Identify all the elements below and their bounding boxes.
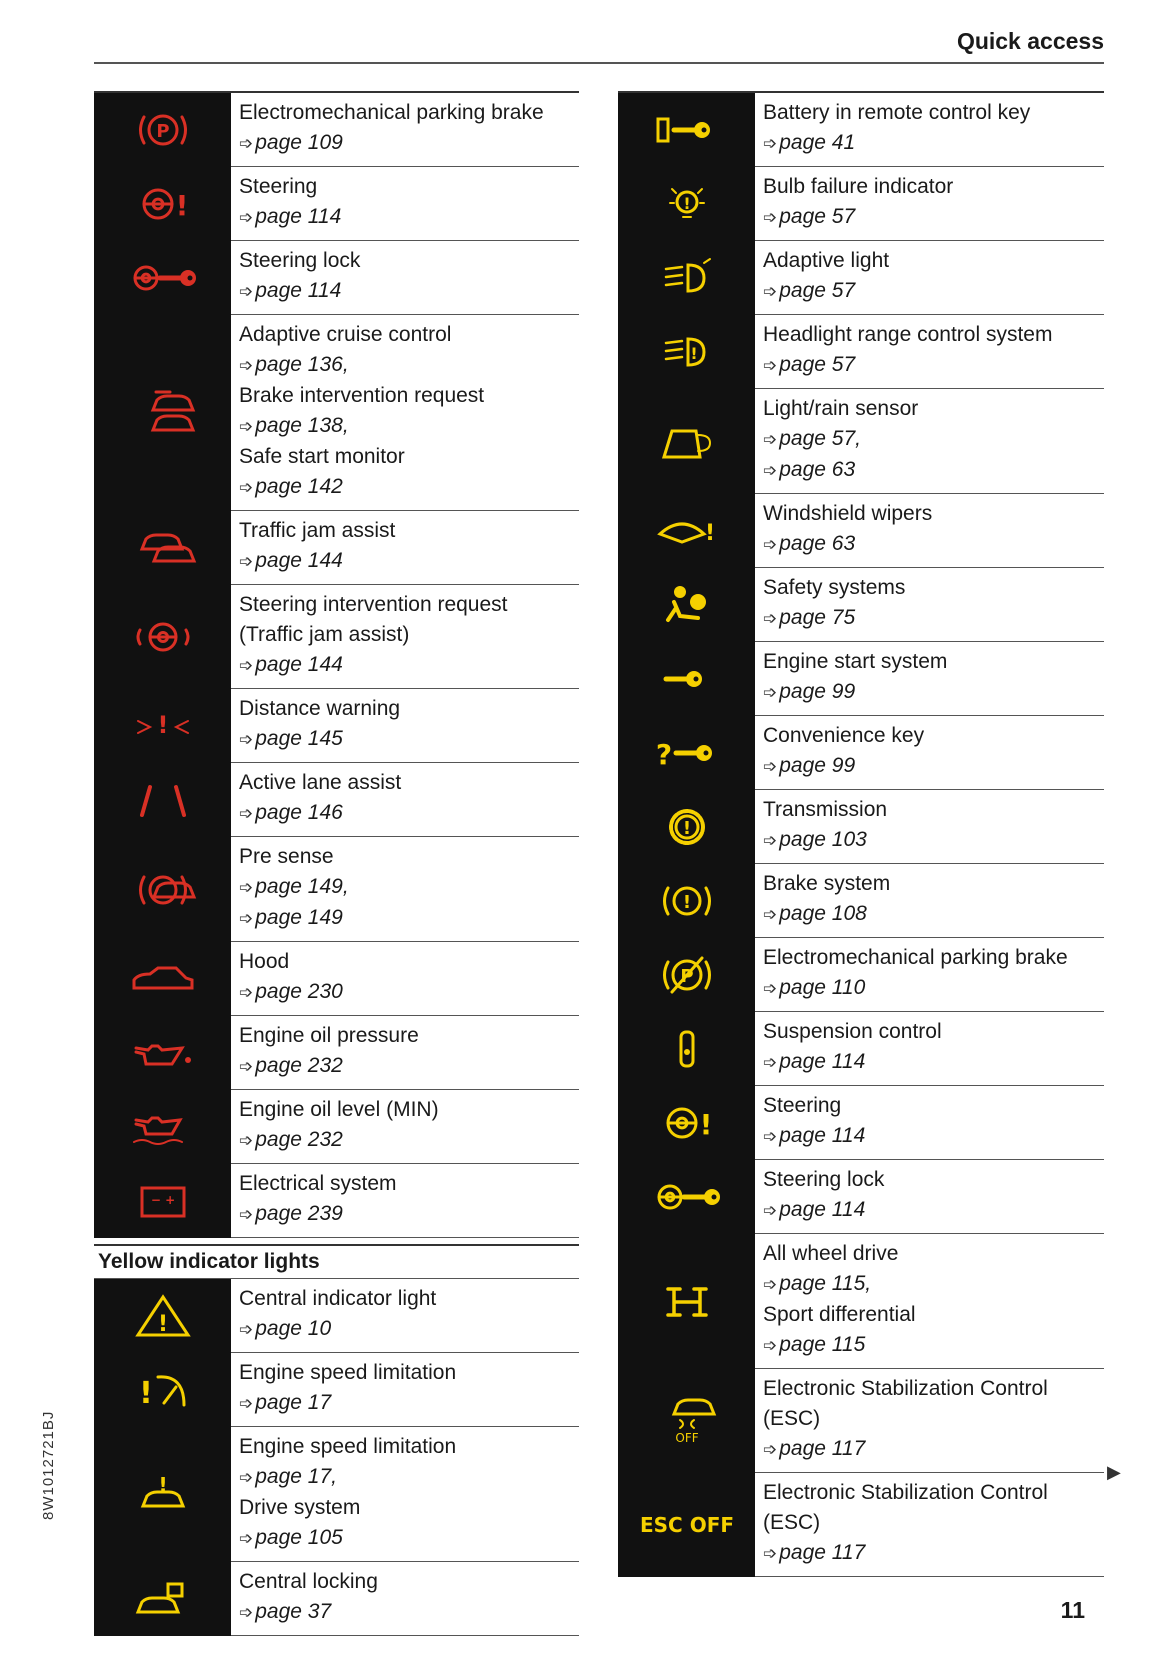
indicator-label: Steering: [763, 1094, 842, 1117]
page-reference-link[interactable]: [239, 202, 579, 233]
page-reference-link[interactable]: [239, 1051, 579, 1082]
arrow-right-icon: ➩: [239, 1131, 254, 1150]
page-reference-text: page 75: [779, 606, 856, 629]
indicator-label: Electronic Stabilization Control: [763, 1377, 1048, 1400]
arrow-right-icon: ➩: [239, 417, 254, 436]
indicator-label: Sport differential: [763, 1303, 916, 1326]
page-reference-text: page 136,: [255, 353, 349, 376]
parking-brake-icon: [94, 93, 231, 167]
svg-text:!: !: [175, 189, 188, 222]
arrow-right-icon: ➩: [763, 1336, 778, 1355]
indicator-label: Headlight range control system: [763, 323, 1053, 346]
yellow-indicator-table: [94, 1279, 579, 1636]
indicator-description: [231, 1016, 579, 1090]
arrow-right-icon: ➩: [763, 461, 778, 480]
indicator-label: Battery in remote control key: [763, 101, 1031, 124]
indicator-label: Central indicator light: [239, 1287, 437, 1310]
page-reference-text: page 105: [255, 1526, 343, 1549]
airbag-icon: [618, 568, 755, 642]
page-reference-link[interactable]: [239, 472, 579, 503]
indicator-label: Brake system: [763, 872, 891, 895]
indicator-row: [618, 864, 1104, 938]
indicator-label: (ESC): [763, 1407, 821, 1430]
arrow-right-icon: ➩: [239, 356, 254, 375]
indicator-description: [231, 1279, 579, 1353]
indicator-row: [618, 716, 1104, 790]
page-reference-text: page 108: [779, 902, 867, 925]
page-reference-link[interactable]: [239, 411, 579, 442]
indicator-description: [755, 494, 1104, 568]
indicator-row: [94, 763, 579, 837]
all-wheel-drive-icon: [618, 1234, 755, 1369]
indicator-row: [94, 1016, 579, 1090]
page-reference-link[interactable]: [763, 1269, 1104, 1300]
page-reference-text: page 37: [255, 1600, 332, 1623]
indicator-label: Central locking: [239, 1570, 378, 1593]
indicator-label: Light/rain sensor: [763, 397, 919, 420]
svg-text:!: !: [157, 1472, 168, 1497]
arrow-right-icon: ➩: [239, 134, 254, 153]
indicator-row: [94, 1427, 579, 1562]
page-reference-link[interactable]: [239, 1199, 579, 1230]
indicator-label: (ESC): [763, 1511, 821, 1534]
indicator-row: [94, 585, 579, 689]
indicator-description: [755, 716, 1104, 790]
page-reference-link[interactable]: [239, 724, 579, 755]
indicator-label: Suspension control: [763, 1020, 942, 1043]
indicator-label: Engine oil pressure: [239, 1024, 419, 1047]
arrow-right-icon: ➩: [239, 282, 254, 301]
esc-off-text-icon: [618, 1473, 755, 1577]
page-reference-link[interactable]: [763, 455, 1104, 486]
indicator-description: [231, 1562, 579, 1636]
indicator-label: Convenience key: [763, 724, 925, 747]
arrow-right-icon: ➩: [239, 909, 254, 928]
indicator-label: Active lane assist: [239, 771, 402, 794]
page-reference-link[interactable]: [763, 603, 1104, 634]
page-reference-text: page 142: [255, 475, 343, 498]
svg-text:?: ?: [655, 738, 672, 771]
page-reference-link[interactable]: [239, 128, 579, 159]
page-reference-link[interactable]: [239, 350, 579, 381]
arrow-right-icon: ➩: [763, 1053, 778, 1072]
arrow-right-icon: ➩: [239, 730, 254, 749]
indicator-description: [231, 585, 579, 689]
steering-warning-icon: [94, 167, 231, 241]
indicator-description: [755, 568, 1104, 642]
arrow-right-icon: ➩: [763, 134, 778, 153]
page-number: 11: [1060, 1597, 1085, 1623]
page-reference-text: page 99: [779, 680, 856, 703]
page-reference-text: page 114: [255, 279, 342, 302]
indicator-row: [618, 1086, 1104, 1160]
page-reference-text: page 144: [255, 653, 343, 676]
steering-lock-icon: [618, 1160, 755, 1234]
indicator-row: [618, 315, 1104, 389]
arrow-right-icon: ➩: [763, 683, 778, 702]
esc-off-car-icon: [618, 1369, 755, 1473]
page-header: [94, 28, 1104, 64]
indicator-label: Traffic jam assist: [239, 519, 396, 542]
page-reference-link[interactable]: [239, 1523, 579, 1554]
indicator-description: [755, 1369, 1104, 1473]
oil-level-icon: [94, 1090, 231, 1164]
hood-icon: [94, 942, 231, 1016]
indicator-label: Adaptive light: [763, 249, 890, 272]
indicator-row: [618, 1473, 1104, 1577]
arrow-right-icon: ➩: [239, 1057, 254, 1076]
page-reference-text: page 117: [779, 1437, 866, 1460]
arrow-right-icon: ➩: [763, 979, 778, 998]
page-reference-link[interactable]: [239, 1314, 579, 1345]
indicator-description: [231, 167, 579, 241]
page-reference-text: page 99: [779, 754, 856, 777]
indicator-row: [94, 511, 579, 585]
indicator-row: [618, 568, 1104, 642]
oil-pressure-icon: [94, 1016, 231, 1090]
indicator-label: Windshield wipers: [763, 502, 933, 525]
page-reference-link[interactable]: [239, 1388, 579, 1419]
arrow-right-icon: ➩: [239, 1603, 254, 1622]
indicator-description: [755, 167, 1104, 241]
page-reference-text: page 57: [779, 353, 856, 376]
indicator-description: [231, 315, 579, 511]
warning-triangle-icon: [94, 1279, 231, 1353]
svg-text:!: !: [682, 818, 691, 839]
indicator-label: Engine oil level (MIN): [239, 1098, 439, 1121]
central-locking-icon: [94, 1562, 231, 1636]
left-column: [94, 91, 579, 1636]
arrow-right-icon: ➩: [763, 430, 778, 449]
indicator-row: [94, 1562, 579, 1636]
page-reference-link[interactable]: [763, 1195, 1104, 1226]
indicator-row: [94, 241, 579, 315]
indicator-label: Drive system: [239, 1496, 361, 1519]
page-reference-text: page 103: [779, 828, 867, 851]
arrow-right-icon: ➩: [239, 1394, 254, 1413]
svg-text:P: P: [679, 966, 694, 987]
page-reference-text: page 145: [255, 727, 343, 750]
page-reference-text: page 232: [255, 1128, 343, 1151]
document-code: 8W1012721BJ: [40, 1410, 57, 1520]
right-column: [618, 91, 1104, 1577]
steering-warning-icon: [618, 1086, 755, 1160]
page-reference-link[interactable]: [239, 276, 579, 307]
indicator-label: Steering intervention request: [239, 593, 508, 616]
indicator-label: All wheel drive: [763, 1242, 899, 1265]
indicator-label: Transmission: [763, 798, 888, 821]
adaptive-cruise-icon: [94, 315, 231, 511]
yellow-section-title: Yellow indicator lights: [94, 1244, 579, 1279]
arrow-right-icon: ➩: [239, 478, 254, 497]
indicator-description: [755, 642, 1104, 716]
red-indicator-table: [94, 91, 579, 1238]
indicator-row: [618, 389, 1104, 494]
arrow-right-icon: ➩: [763, 282, 778, 301]
arrow-right-icon: ➩: [763, 831, 778, 850]
page-reference-text: page 17: [255, 1391, 332, 1414]
page-reference-link[interactable]: [239, 546, 579, 577]
indicator-description: [231, 241, 579, 315]
indicator-label: Electrical system: [239, 1172, 397, 1195]
indicator-row: [94, 837, 579, 942]
lane-assist-icon: [94, 763, 231, 837]
indicator-label: Safe start monitor: [239, 445, 405, 468]
indicator-description: [231, 763, 579, 837]
indicator-label: Engine speed limitation: [239, 1435, 457, 1458]
steering-lock-icon: [94, 241, 231, 315]
wiper-icon: [618, 494, 755, 568]
transmission-icon: [618, 790, 755, 864]
page-reference-text: page 144: [255, 549, 343, 572]
light-rain-sensor-icon: [618, 389, 755, 494]
page-reference-link[interactable]: [763, 350, 1104, 381]
page-reference-text: page 146: [255, 801, 343, 824]
indicator-description: [231, 93, 579, 167]
arrow-right-icon: ➩: [763, 1201, 778, 1220]
indicator-row: [94, 689, 579, 763]
page-reference-text: page 115: [779, 1333, 866, 1356]
arrow-right-icon: ➩: [763, 535, 778, 554]
engine-speed-icon: [94, 1353, 231, 1427]
arrow-right-icon: ➩: [763, 1440, 778, 1459]
page-reference-link[interactable]: [763, 1121, 1104, 1152]
indicator-row: [618, 642, 1104, 716]
indicator-description: [231, 689, 579, 763]
page-reference-link[interactable]: [763, 1330, 1104, 1361]
indicator-description: [231, 1090, 579, 1164]
indicator-row: [618, 167, 1104, 241]
indicator-row: [618, 241, 1104, 315]
page-reference-text: page 114: [255, 205, 342, 228]
page-reference-link[interactable]: [239, 650, 579, 681]
svg-text:P: P: [155, 121, 170, 142]
arrow-right-icon: ➩: [239, 656, 254, 675]
indicator-label: Safety systems: [763, 576, 906, 599]
indicator-row: [94, 93, 579, 167]
arrow-right-icon: ➩: [239, 1468, 254, 1487]
page-reference-text: page 114: [779, 1050, 866, 1073]
svg-text:− +: − +: [150, 1193, 175, 1207]
indicator-description: [755, 1160, 1104, 1234]
svg-text:ESC OFF: ESC OFF: [639, 1513, 734, 1537]
key-battery-icon: [618, 93, 755, 167]
indicator-row: [94, 942, 579, 1016]
indicator-label: Brake intervention request: [239, 384, 485, 407]
arrow-right-icon: ➩: [239, 983, 254, 1002]
svg-text:!: !: [699, 1108, 712, 1141]
indicator-description: [231, 1164, 579, 1238]
svg-text:!: !: [157, 1312, 168, 1337]
steering-intervention-icon: [94, 585, 231, 689]
page-reference-text: page 109: [255, 131, 343, 154]
page-reference-text: page 10: [255, 1317, 332, 1340]
page-reference-link[interactable]: [763, 202, 1104, 233]
indicator-label: Steering lock: [239, 249, 361, 272]
indicator-row: [618, 1160, 1104, 1234]
page-reference-link[interactable]: [763, 276, 1104, 307]
indicator-row: [618, 1369, 1104, 1473]
page-reference-link[interactable]: [239, 1462, 579, 1493]
indicator-row: [618, 93, 1104, 167]
page-reference-link[interactable]: [763, 677, 1104, 708]
svg-text:!: !: [689, 344, 698, 363]
page-reference-link[interactable]: [239, 798, 579, 829]
page-reference-text: page 63: [779, 458, 856, 481]
indicator-description: [231, 511, 579, 585]
arrow-right-icon: ➩: [763, 208, 778, 227]
indicator-label: Electronic Stabilization Control: [763, 1481, 1048, 1504]
indicator-description: [755, 389, 1104, 494]
indicator-label: Steering: [239, 175, 318, 198]
svg-text:!: !: [157, 711, 168, 739]
indicator-row: [618, 1012, 1104, 1086]
indicator-label: Engine speed limitation: [239, 1361, 457, 1384]
page-reference-text: page 115,: [779, 1272, 872, 1295]
arrow-right-icon: ➩: [239, 1320, 254, 1339]
section-title: Quick access: [956, 28, 1104, 54]
arrow-right-icon: ➩: [239, 1529, 254, 1548]
indicator-description: [231, 837, 579, 942]
svg-text:!: !: [138, 1376, 153, 1411]
svg-text:!: !: [704, 521, 715, 546]
indicator-row: [94, 315, 579, 511]
arrow-right-icon: ➩: [763, 757, 778, 776]
indicator-row: [94, 1164, 579, 1238]
arrow-right-icon: ➩: [763, 1127, 778, 1146]
svg-text:!: !: [682, 194, 691, 213]
page-reference-link[interactable]: [239, 872, 579, 903]
indicator-description: [755, 1012, 1104, 1086]
bulb-failure-icon: [618, 167, 755, 241]
traffic-jam-icon: [94, 511, 231, 585]
indicator-row: [94, 1279, 579, 1353]
indicator-label: Electromechanical parking brake: [239, 101, 544, 124]
indicator-label: Engine start system: [763, 650, 948, 673]
page-reference-text: page 149,: [255, 875, 349, 898]
brake-system-icon: [618, 864, 755, 938]
page-reference-link[interactable]: [763, 825, 1104, 856]
page-reference-link[interactable]: [239, 903, 579, 934]
indicator-description: [231, 942, 579, 1016]
page-reference-text: page 232: [255, 1054, 343, 1077]
page-reference-text: page 110: [779, 976, 866, 999]
adaptive-light-icon: [618, 241, 755, 315]
indicator-row: [94, 1353, 579, 1427]
yellow-indicator-table-continued: [618, 91, 1104, 1577]
arrow-right-icon: ➩: [763, 1275, 778, 1294]
parking-brake-fault-icon: [618, 938, 755, 1012]
indicator-label: Adaptive cruise control: [239, 323, 452, 346]
indicator-row: [618, 1234, 1104, 1369]
arrow-right-icon: ➩: [763, 609, 778, 628]
arrow-right-icon: ➩: [239, 208, 254, 227]
page-reference-link[interactable]: [763, 529, 1104, 560]
page-reference-link[interactable]: [763, 424, 1104, 455]
pre-sense-icon: [94, 837, 231, 942]
indicator-description: [755, 93, 1104, 167]
page-reference-text: page 57: [779, 205, 856, 228]
indicator-description: [231, 1353, 579, 1427]
page-reference-text: page 63: [779, 532, 856, 555]
page-reference-text: page 138,: [255, 414, 349, 437]
indicator-label: Distance warning: [239, 697, 401, 720]
page-reference-text: page 230: [255, 980, 343, 1003]
page-reference-text: page 57: [779, 279, 856, 302]
arrow-right-icon: ➩: [239, 804, 254, 823]
svg-text:!: !: [682, 892, 691, 913]
page-reference-link[interactable]: [239, 1125, 579, 1156]
drive-system-icon: [94, 1427, 231, 1562]
indicator-description: [231, 1427, 579, 1562]
battery-icon: [94, 1164, 231, 1238]
indicator-row: [94, 167, 579, 241]
indicator-label: Electromechanical parking brake: [763, 946, 1068, 969]
indicator-row: [618, 938, 1104, 1012]
indicator-description: [755, 1234, 1104, 1369]
indicator-label: (Traffic jam assist): [239, 623, 410, 646]
page-reference-text: page 117: [779, 1541, 866, 1564]
indicator-label: Pre sense: [239, 845, 334, 868]
key-icon: [618, 642, 755, 716]
indicator-description: [755, 315, 1104, 389]
svg-text:OFF: OFF: [674, 1431, 699, 1445]
arrow-right-icon: ➩: [763, 905, 778, 924]
indicator-row: [618, 790, 1104, 864]
page-reference-link[interactable]: [239, 977, 579, 1008]
page-reference-link[interactable]: [763, 973, 1104, 1004]
page-reference-text: page 149: [255, 906, 343, 929]
indicator-label: Steering lock: [763, 1168, 885, 1191]
continue-arrow-icon: ▶: [1107, 1462, 1121, 1482]
indicator-description: [755, 241, 1104, 315]
arrow-right-icon: ➩: [239, 878, 254, 897]
indicator-label: Hood: [239, 950, 290, 973]
suspension-icon: [618, 1012, 755, 1086]
indicator-row: [618, 494, 1104, 568]
page-reference-link[interactable]: [763, 751, 1104, 782]
page-reference-link[interactable]: [763, 1434, 1104, 1465]
indicator-description: [755, 938, 1104, 1012]
page-reference-link[interactable]: [763, 128, 1104, 159]
page-reference-link[interactable]: [763, 1538, 1104, 1569]
page-reference-link[interactable]: [763, 1047, 1104, 1078]
arrow-right-icon: ➩: [239, 552, 254, 571]
page-reference-text: page 114: [779, 1124, 866, 1147]
convenience-key-icon: [618, 716, 755, 790]
indicator-description: [755, 1086, 1104, 1160]
page-reference-link[interactable]: [763, 899, 1104, 930]
indicator-label: Bulb failure indicator: [763, 175, 954, 198]
page-reference-text: page 239: [255, 1202, 343, 1225]
indicator-description: [755, 864, 1104, 938]
arrow-right-icon: ➩: [763, 356, 778, 375]
arrow-right-icon: ➩: [239, 1205, 254, 1224]
page-reference-text: page 17,: [255, 1465, 337, 1488]
page-reference-text: page 114: [779, 1198, 866, 1221]
arrow-right-icon: ➩: [763, 1544, 778, 1563]
page-reference-text: page 41: [779, 131, 856, 154]
indicator-description: [755, 790, 1104, 864]
distance-warning-icon: [94, 689, 231, 763]
headlight-range-icon: [618, 315, 755, 389]
page-reference-link[interactable]: [239, 1597, 579, 1628]
indicator-description: [755, 1473, 1104, 1577]
page-reference-text: page 57,: [779, 427, 861, 450]
indicator-row: [94, 1090, 579, 1164]
